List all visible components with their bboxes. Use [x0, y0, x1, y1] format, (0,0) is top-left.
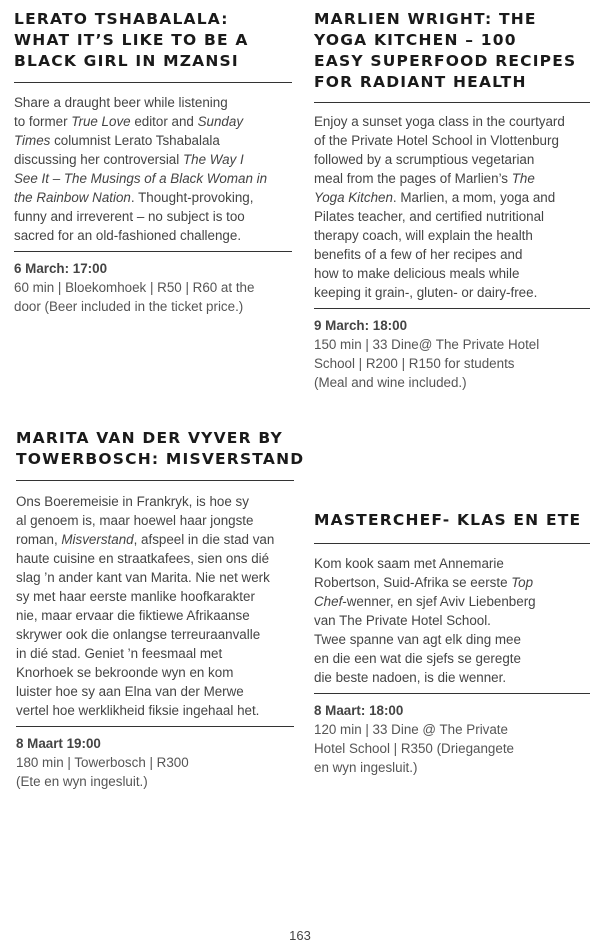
event-marlien-wright	[314, 9, 594, 392]
description-divider	[314, 693, 590, 694]
event-description: Ons Boeremeisie in Frankryk, is hoe sy al genoem is, maar hoewel haar jongste roman, Misverstand, afspeel in die stad van haute cuisine en straatkafees, sien ons dié slag ’n ander kant van Marita. Nie net werk sy met haar eerste manlike hoofkarakter nie, maar ervaar die fiktiewe Afrikaanse skrywer ook die onlangse terreuraanvalle in dié stad. Geniet ’n feesmaal met Knorhoek se bekroonde wyn en kom luister hoe sy aan Elna van der Merwe vertel hoe werklikheid fiksie ingehaal het.	[16, 494, 275, 718]
event-date-time: 8 Maart 19:00	[16, 736, 101, 751]
event-date-time: 9 March: 18:00	[314, 318, 408, 333]
event-title: LERATO TSHABALALA: WHAT IT’S LIKE TO BE A BLACK GIRL IN MZANSI	[14, 10, 249, 70]
description-divider	[14, 251, 292, 252]
event-title: MARLIEN WRIGHT: THE YOGA KITCHEN – 100 EASY SUPERFOOD RECIPES FOR RADIANT HEALTH	[314, 10, 577, 91]
event-date-time: 6 March: 17:00	[14, 261, 108, 276]
event-description: Enjoy a sunset yoga class in the courtyard of the Private Hotel School in Vlottenburg followed by a scrumptious vegetarian meal from the pages of Marlien’s The Yoga Kitchen. Marlien, a mom, yoga and Pilates teacher, and certified nutritional therapy coach, will explain the health benefits of a few of her recipes and how to make delicious meals while keeping it grain-, gluten- or dairy-free.	[314, 114, 565, 300]
description-divider	[314, 308, 590, 309]
event-details: 60 min | Bloekomhoek | R50 | R60 at the door (Beer included in the ticket price.)	[14, 280, 255, 314]
event-details: 120 min | 33 Dine @ The Private Hotel School | R350 (Driegangete en wyn ingesluit.)	[314, 722, 514, 775]
description-divider	[16, 726, 294, 727]
page-number: 163	[289, 928, 311, 943]
event-title: MARITA VAN DER VYVER BY TOWERBOSCH: MISVERSTAND	[16, 429, 305, 468]
event-date-time: 8 Maart: 18:00	[314, 703, 404, 718]
event-description: Share a draught beer while listening to former True Love editor and Sunday Times columnist Lerato Tshabalala discussing her controversial The Way I See It – The Musings of a Black Woman in the Rainbow Nation. Thought-provoking, funny and irreverent – no subject is too sacred for an old-fashioned challenge.	[14, 95, 268, 243]
event-details: 150 min | 33 Dine@ The Private Hotel School | R200 | R150 for students (Meal and wine included.)	[314, 337, 540, 390]
title-divider	[314, 543, 590, 544]
event-marita-van-der-vyver	[16, 428, 305, 791]
event-lerato-tshabalala	[14, 9, 294, 316]
title-divider	[314, 102, 590, 103]
event-title: MASTERCHEF- KLAS EN ETE	[314, 511, 582, 529]
event-details: 180 min | Towerbosch | R300 (Ete en wyn ingesluit.)	[16, 755, 189, 789]
event-description: Kom kook saam met Annemarie Robertson, Suid-Afrika se eerste Top Chef-wenner, en sjef Aviv Liebenberg van The Private Hotel School. Twee spanne van agt elk ding mee en die een wat die sjefs se geregte die beste nadoen, is die wenner.	[314, 556, 536, 685]
title-divider	[16, 480, 294, 481]
title-divider	[14, 82, 292, 83]
event-masterchef-klas	[314, 510, 594, 777]
